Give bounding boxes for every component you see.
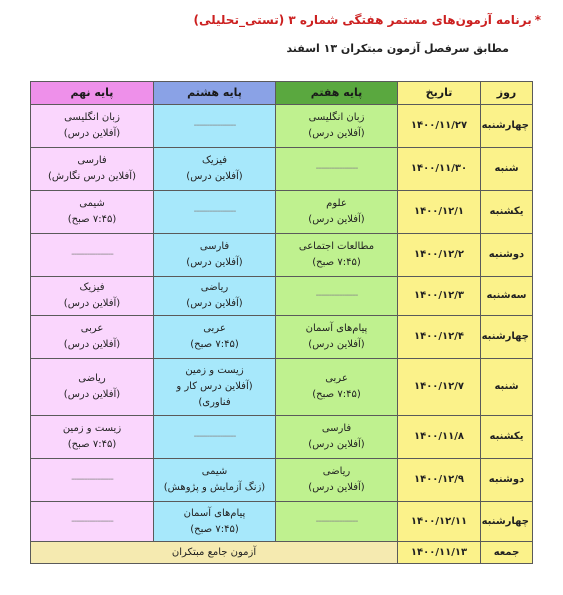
grade7-cell (276, 316, 398, 359)
grade7-cell (276, 459, 398, 502)
date-cell: ۱۴۰۰/۱۲/۴ (398, 316, 481, 359)
cell-line: ریاضی (200, 282, 229, 293)
cell-line: زیست و زمین (62, 423, 122, 434)
grade8-cell (154, 277, 276, 316)
header-grade9: پایه نهم (31, 82, 154, 105)
cell-line: (آفلاین درس) (308, 339, 365, 350)
grade9-cell (31, 359, 154, 416)
grade9-cell (31, 459, 154, 502)
grade8-cell (154, 416, 276, 459)
cell-line: (آفلاین درس) (308, 214, 365, 225)
schedule-subheading: مطابق سرفصل آزمون مبتکران ۱۳ اسفند (286, 42, 509, 55)
cell-line: (آفلاین درس) (186, 257, 243, 268)
cell-line: (آفلاین درس) (308, 439, 365, 450)
header-date: تاریخ (398, 82, 481, 105)
date-cell: ۱۴۰۰/۱۲/۱۱ (398, 502, 481, 542)
date-cell: ۱۴۰۰/۱۱/۸ (398, 416, 481, 459)
final-exam-row (31, 542, 533, 564)
cell-line: فارسی (77, 155, 107, 166)
cell-line: فناوری) (198, 397, 231, 408)
schedule-row (31, 105, 533, 148)
schedule-heading (193, 13, 541, 27)
cell-line: مطالعات اجتماعی (298, 241, 375, 252)
cell-line: ---------------- (71, 474, 113, 485)
asterisk-mark: * (534, 13, 541, 27)
grade7-cell (276, 502, 398, 542)
date-cell: ۱۴۰۰/۱۲/۹ (398, 459, 481, 502)
grade7-cell (276, 277, 398, 316)
cell-line: (آفلاین درس) (63, 298, 121, 309)
schedule-row (31, 316, 533, 359)
day-cell: چهارشنبه (481, 105, 533, 148)
date-cell: ۱۴۰۰/۱۲/۱ (398, 191, 481, 234)
cell-line: ---------------- (315, 290, 358, 301)
date-cell: ۱۴۰۰/۱۱/۲۷ (398, 105, 481, 148)
final-exam-cell: آزمون جامع مبتکران (31, 542, 398, 564)
cell-line: ریاضی (78, 373, 106, 384)
cell-line: فیزیک (79, 282, 105, 293)
day-cell: چهارشنبه (481, 316, 533, 359)
day-cell: دوشنبه (481, 459, 533, 502)
schedule-row (31, 459, 533, 502)
cell-line: (آفلاین درس نگارش) (48, 171, 136, 182)
grade9-cell (31, 277, 154, 316)
grade8-cell (154, 502, 276, 542)
day-cell: یکشنبه (481, 416, 533, 459)
cell-line: (آفلاین درس) (186, 298, 243, 309)
cell-line: شیمی (79, 198, 105, 209)
header-grade8: پایه هشتم (154, 82, 276, 105)
grade9-cell (31, 234, 154, 277)
header-grade7: پایه هفتم (276, 82, 398, 105)
date-cell: ۱۴۰۰/۱۲/۷ (398, 359, 481, 416)
header-row (31, 82, 533, 105)
grade8-cell (154, 191, 276, 234)
cell-line: عربی (203, 323, 226, 334)
cell-line: ---------------- (315, 515, 358, 527)
day-cell: چهارشنبه (481, 502, 533, 542)
grade9-cell (31, 191, 154, 234)
day-cell: سه‌شنبه (481, 277, 533, 316)
grade7-cell (276, 359, 398, 416)
cell-line: ---------------- (193, 206, 236, 217)
cell-line: علوم (326, 198, 347, 209)
grade9-cell (31, 502, 154, 542)
cell-line: عربی (80, 323, 104, 334)
date-cell: ۱۴۰۰/۱۱/۳۰ (398, 148, 481, 191)
cell-line: ---------------- (315, 163, 358, 174)
grade7-cell (276, 191, 398, 234)
heading-text: برنامه آزمون‌های مستمر هفتگی شماره ۳ (تستی_تحلیلی) (193, 13, 532, 27)
cell-line: ---------------- (193, 431, 236, 442)
schedule-row (31, 191, 533, 234)
cell-line: (۷:۴۵ صبح) (67, 439, 117, 450)
cell-line: (آفلاین درس) (63, 339, 121, 350)
cell-line: فارسی (199, 241, 230, 252)
grade9-cell (31, 105, 154, 148)
schedule-row (31, 234, 533, 277)
grade9-cell (31, 148, 154, 191)
grade8-cell (154, 359, 276, 416)
cell-line: شیمی (201, 466, 228, 477)
grade8-cell (154, 148, 276, 191)
header-day: روز (481, 82, 533, 105)
cell-line: (آفلاین درس کار و (176, 381, 253, 392)
cell-line: عربی (325, 373, 348, 384)
grade7-cell (276, 416, 398, 459)
date-cell: ۱۴۰۰/۱۲/۲ (398, 234, 481, 277)
cell-line: (۷:۴۵ صبح) (190, 523, 239, 535)
grade8-cell (154, 316, 276, 359)
schedule-row (31, 277, 533, 316)
schedule-row (31, 502, 533, 542)
day-cell: دوشنبه (481, 234, 533, 277)
grade7-cell (276, 148, 398, 191)
cell-line: ---------------- (71, 515, 113, 527)
cell-line: پیام‌های آسمان (183, 507, 246, 519)
cell-line: (۷:۴۵ صبح) (312, 257, 361, 268)
cell-line: ریاضی (322, 466, 351, 477)
grade7-cell (276, 234, 398, 277)
date-cell: ۱۴۰۰/۱۲/۳ (398, 277, 481, 316)
cell-line: زبان انگلیسی (64, 112, 120, 123)
cell-line: زبان انگلیسی (308, 112, 365, 123)
grade9-cell (31, 316, 154, 359)
cell-line: فیزیک (201, 155, 228, 166)
day-cell: شنبه (481, 359, 533, 416)
cell-line: (آفلاین درس) (63, 128, 121, 139)
cell-line: (آفلاین درس) (63, 389, 121, 400)
day-cell: جمعه (481, 542, 533, 564)
cell-line: (۷:۴۵ صبح) (190, 339, 239, 350)
grade8-cell (154, 105, 276, 148)
cell-line: (آفلاین درس) (308, 128, 365, 139)
cell-line: (۷:۴۵ صبح) (67, 214, 117, 225)
cell-line: (زنگ آزمایش و پژوهش) (163, 482, 266, 493)
cell-line: (۷:۴۵ صبح) (312, 389, 361, 400)
schedule-row (31, 359, 533, 416)
cell-line: (آفلاین درس) (186, 171, 243, 182)
cell-line: (آفلاین درس) (308, 482, 365, 493)
exam-schedule-table (30, 81, 533, 564)
schedule-row (31, 416, 533, 459)
cell-line: پیام‌های آسمان (305, 323, 368, 334)
schedule-body (31, 105, 533, 564)
schedule-row (31, 148, 533, 191)
date-cell: ۱۴۰۰/۱۱/۱۳ (398, 542, 481, 564)
grade9-cell (31, 416, 154, 459)
cell-line: ---------------- (193, 120, 236, 131)
day-cell: یکشنبه (481, 191, 533, 234)
cell-line: ---------------- (71, 249, 113, 260)
grade7-cell (276, 105, 398, 148)
cell-line: زیست و زمین (185, 365, 244, 376)
cell-line: فارسی (321, 423, 352, 434)
day-cell: شنبه (481, 148, 533, 191)
grade8-cell (154, 459, 276, 502)
grade8-cell (154, 234, 276, 277)
